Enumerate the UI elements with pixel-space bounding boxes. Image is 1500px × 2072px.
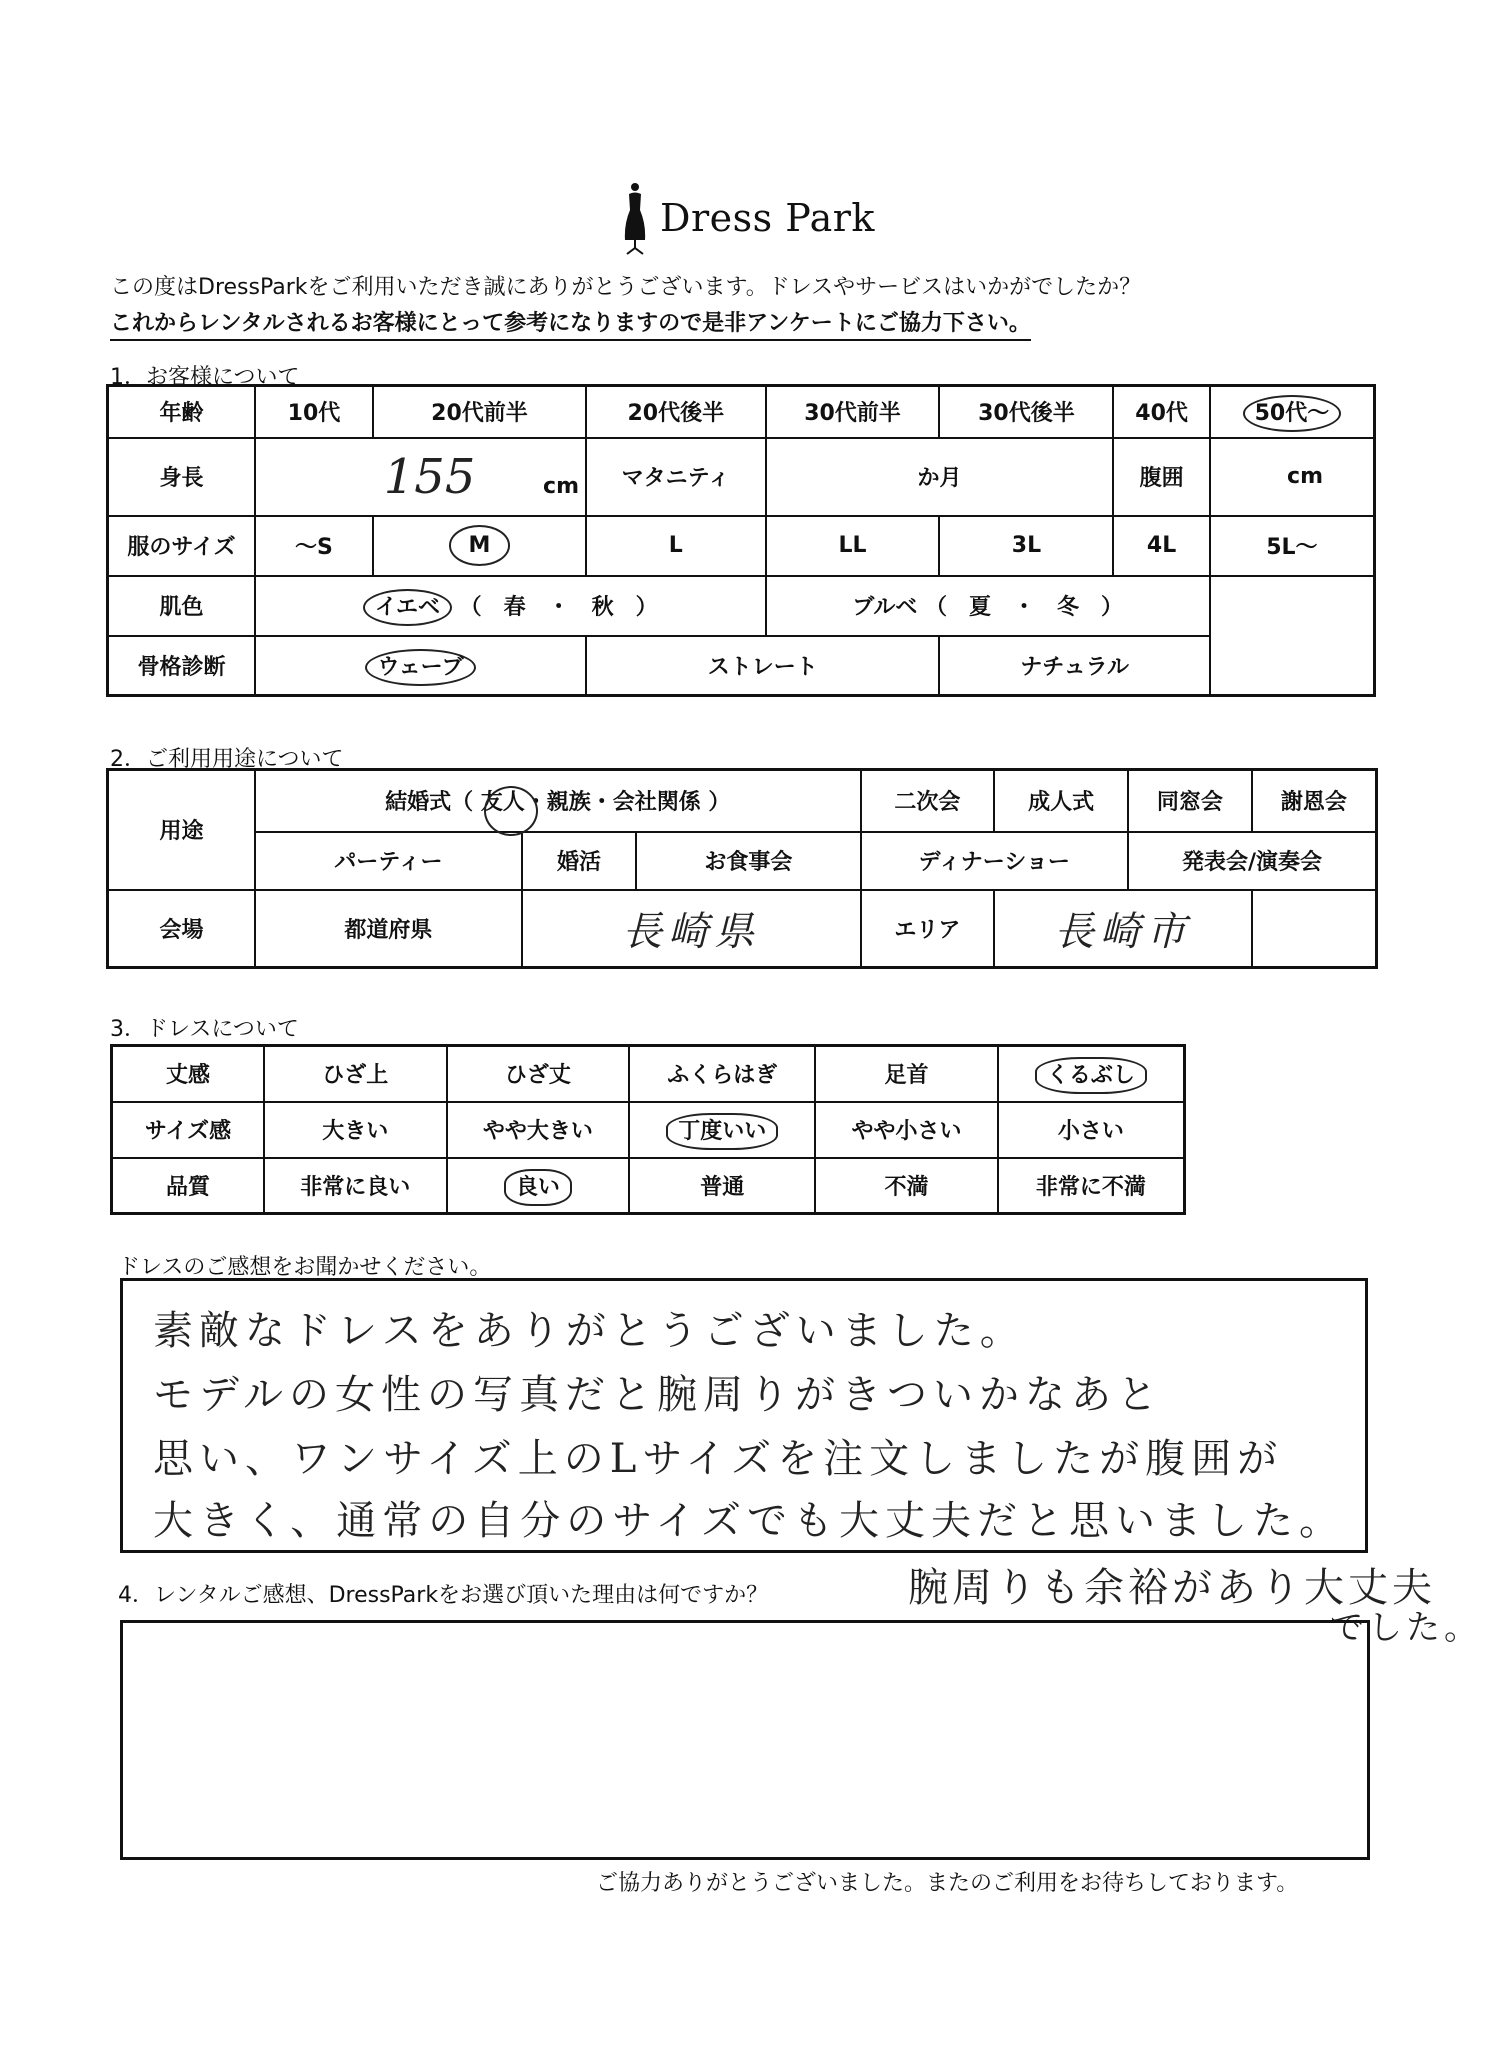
quality-option-selected[interactable] <box>447 1158 630 1214</box>
quality-option[interactable]: 不満 <box>815 1158 998 1214</box>
height-value: 155 <box>383 448 476 505</box>
logo <box>620 180 880 260</box>
length-option[interactable]: ひざ上 <box>264 1046 447 1102</box>
fit-option[interactable]: 大きい <box>264 1102 447 1158</box>
intro-text: この度はDressParkをご利用いただき誠にありがとうございます。ドレスやサービスはいかがでしたか？ <box>110 275 1142 300</box>
waist-field[interactable] <box>1210 438 1375 516</box>
height-row <box>108 438 1375 516</box>
size-option[interactable]: 3L <box>939 516 1113 576</box>
quality-selected-mark: 良い <box>504 1169 572 1206</box>
dress-table <box>110 1044 1186 1215</box>
pref-value: 長崎県 <box>622 908 761 955</box>
fit-option[interactable]: やや小さい <box>815 1102 998 1158</box>
skin-blue-detail: （ 夏 ・ 冬 ） <box>925 595 1124 620</box>
feedback-line: 大きく、通常の自分のサイズでも大丈夫だと思いました。 <box>153 1498 1345 1544</box>
usage-label: 用途 <box>108 770 256 890</box>
skin-selected-mark: イエベ <box>363 589 452 626</box>
venue-label: 会場 <box>108 890 256 968</box>
section-2-title: 2．ご利用用途について <box>110 747 344 772</box>
feedback-line: 思い、ワンサイズ上のLサイズを注文しましたが腹囲が <box>153 1436 1284 1482</box>
quality-label: 品質 <box>112 1158 265 1214</box>
usage-option[interactable]: パーティー <box>255 832 522 890</box>
skin-blue-label: ブルベ <box>852 595 918 620</box>
height-label: 身長 <box>108 438 256 516</box>
waist-label: 腹囲 <box>1113 438 1209 516</box>
area-value: 長崎市 <box>1053 908 1192 955</box>
feedback-extra-line: でした。 <box>1330 1608 1482 1648</box>
section-4-title: 4．レンタルご感想、DressParkをお選び頂いた理由は何ですか？ <box>118 1583 769 1608</box>
area-label: エリア <box>861 890 995 968</box>
fit-selected-mark: 丁度いい <box>666 1113 778 1150</box>
age-label: 年齢 <box>108 386 256 438</box>
section-1-title: 1．お客様について <box>110 365 300 390</box>
skeleton-row <box>108 636 1375 696</box>
usage-option[interactable]: ディナーショー <box>861 832 1128 890</box>
feedback-box[interactable] <box>120 1278 1368 1553</box>
size-option[interactable]: LL <box>766 516 940 576</box>
length-label: 丈感 <box>112 1046 265 1102</box>
size-option[interactable]: 〜S <box>255 516 373 576</box>
fit-option[interactable]: 小さい <box>998 1102 1185 1158</box>
customer-table <box>106 384 1376 697</box>
quality-option[interactable]: 非常に不満 <box>998 1158 1185 1214</box>
length-option[interactable]: 足首 <box>815 1046 998 1102</box>
length-option[interactable]: ふくらはぎ <box>629 1046 815 1102</box>
length-option[interactable]: ひざ丈 <box>447 1046 630 1102</box>
maternity-unit: か月 <box>917 466 962 491</box>
usage-option[interactable]: お食事会 <box>636 832 860 890</box>
quality-option[interactable]: 普通 <box>629 1158 815 1214</box>
age-option[interactable]: 10代 <box>255 386 373 438</box>
feedback-extra-line: 腕周りも余裕があり大丈夫 <box>908 1565 1436 1611</box>
age-row <box>108 386 1375 438</box>
skeleton-option-selected[interactable] <box>255 636 586 696</box>
size-row <box>108 516 1375 576</box>
size-option-selected[interactable] <box>373 516 586 576</box>
wedding-selected-mark <box>484 786 538 836</box>
dress-form-icon <box>620 182 650 256</box>
wedding-text: 結婚式（ 友人・親族・会社関係 ） <box>385 790 731 816</box>
skeleton-selected-mark: ウェーブ <box>365 649 475 686</box>
size-option[interactable]: 5L〜 <box>1210 516 1375 576</box>
usage-option[interactable]: 二次会 <box>861 770 995 832</box>
usage-option[interactable]: 婚活 <box>522 832 637 890</box>
usage-option[interactable]: 発表会/演奏会 <box>1128 832 1377 890</box>
waist-unit: cm <box>1287 464 1323 489</box>
area-field[interactable] <box>994 890 1251 968</box>
age-selected-mark: 50代〜 <box>1243 395 1342 432</box>
fit-option-selected[interactable] <box>629 1102 815 1158</box>
skeleton-label: 骨格診断 <box>108 636 256 696</box>
length-selected-mark: くるぶし <box>1035 1057 1147 1094</box>
age-option[interactable]: 40代 <box>1113 386 1209 438</box>
usage-option[interactable]: 謝恩会 <box>1252 770 1377 832</box>
maternity-label: マタニティ <box>586 438 766 516</box>
usage-option[interactable]: 同窓会 <box>1128 770 1252 832</box>
wedding-option[interactable] <box>255 770 861 832</box>
pref-field[interactable] <box>522 890 861 968</box>
maternity-field[interactable] <box>766 438 1114 516</box>
feedback-title: ドレスのご感想をお聞かせください。 <box>118 1255 492 1280</box>
age-option[interactable]: 30代前半 <box>766 386 940 438</box>
skin-label: 肌色 <box>108 576 256 636</box>
skin-yellow-detail: （ 春 ・ 秋 ） <box>459 595 658 620</box>
skin-blue[interactable] <box>766 576 1210 636</box>
height-unit: cm <box>543 473 579 499</box>
feedback-line: モデルの女性の写真だと腕周りがきついかなあと <box>153 1372 1163 1418</box>
reason-answer-box[interactable] <box>120 1620 1370 1860</box>
empty-cell <box>1252 890 1377 968</box>
intro-request: これからレンタルされるお客様にとって参考になりますので是非アンケートにご協力下さい。 <box>110 306 1031 341</box>
size-option[interactable]: 4L <box>1113 516 1209 576</box>
size-label: 服のサイズ <box>108 516 256 576</box>
height-field[interactable] <box>255 438 586 516</box>
quality-option[interactable]: 非常に良い <box>264 1158 447 1214</box>
age-option[interactable]: 20代前半 <box>373 386 586 438</box>
skeleton-option[interactable]: ストレート <box>586 636 939 696</box>
empty-cell <box>1210 636 1375 696</box>
skin-yellow[interactable] <box>255 576 766 636</box>
usage-table <box>106 768 1378 969</box>
age-option[interactable]: 30代後半 <box>939 386 1113 438</box>
feedback-line: 素敵なドレスをありがとうございました。 <box>153 1308 1026 1354</box>
empty-cell <box>1210 576 1375 636</box>
logo-text: Dress Park <box>660 196 875 240</box>
skeleton-option[interactable]: ナチュラル <box>939 636 1209 696</box>
section-3-title: 3．ドレスについて <box>110 1017 299 1042</box>
usage-option[interactable]: 成人式 <box>994 770 1128 832</box>
skin-row <box>108 576 1375 636</box>
length-option-selected[interactable] <box>998 1046 1185 1102</box>
size-selected-mark: M <box>449 525 511 566</box>
age-option-selected[interactable] <box>1210 386 1375 438</box>
size-option[interactable]: L <box>586 516 766 576</box>
closing-message: ご協力ありがとうございました。またのご利用をお待ちしております。 <box>596 1871 1299 1896</box>
fit-label: サイズ感 <box>112 1102 265 1158</box>
age-option[interactable]: 20代後半 <box>586 386 766 438</box>
fit-option[interactable]: やや大きい <box>447 1102 630 1158</box>
pref-label: 都道府県 <box>255 890 522 968</box>
